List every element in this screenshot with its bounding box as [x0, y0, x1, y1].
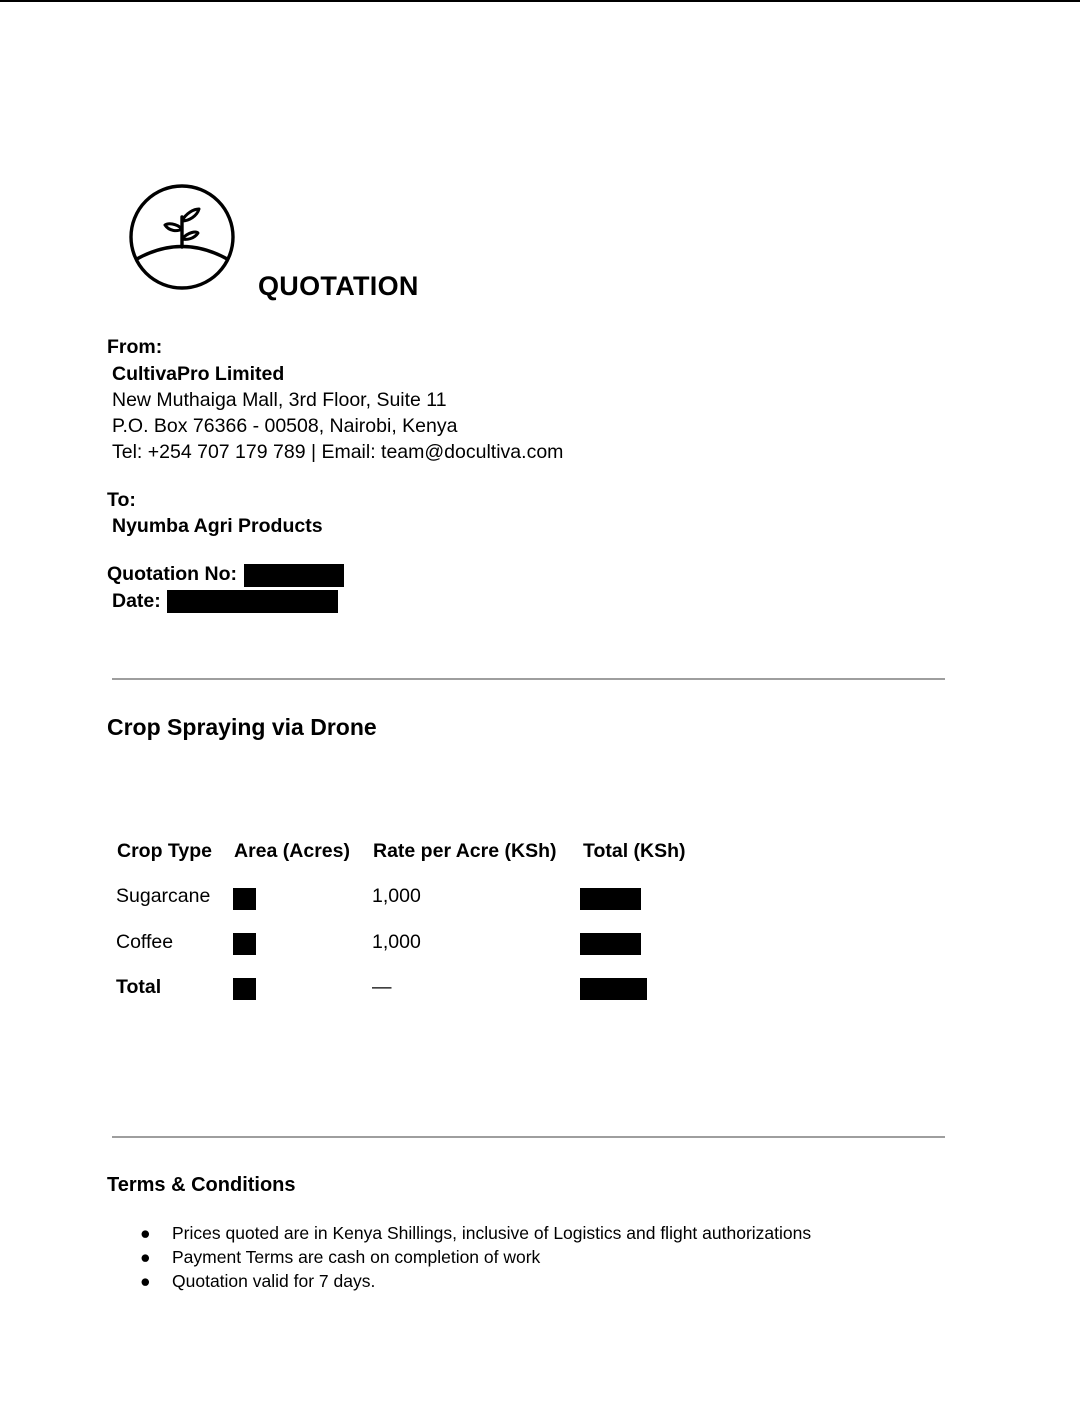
row-total-label: Total: [116, 976, 162, 998]
list-item: [140, 1221, 811, 1245]
section-title: Crop Spraying via Drone: [107, 714, 377, 740]
header-rate: Rate per Acre (KSh): [373, 840, 557, 862]
divider: [112, 1136, 945, 1138]
document-title: QUOTATION: [258, 271, 419, 301]
row-sugarcane-crop: Sugarcane: [116, 885, 211, 907]
header-crop-type: Crop Type: [117, 840, 212, 862]
top-border: [0, 0, 1080, 2]
terms-heading: Terms & Conditions: [107, 1174, 296, 1196]
divider: [112, 678, 945, 680]
quotation-no-redaction: [244, 564, 344, 587]
row-sugarcane-rate: 1,000: [372, 885, 421, 907]
header-area: Area (Acres): [234, 840, 350, 862]
from-contact: Tel: +254 707 179 789 | Email: team@docultiva.com: [112, 441, 564, 463]
term-text: Prices quoted are in Kenya Shillings, inclusive of Logistics and flight authorizations: [172, 1223, 812, 1243]
term-text: Payment Terms are cash on completion of work: [172, 1247, 541, 1267]
row-total-area-redaction: [233, 978, 256, 1000]
bullet-icon: ●: [140, 1247, 151, 1267]
to-company: Nyumba Agri Products: [112, 515, 323, 537]
from-label: From:: [107, 336, 163, 358]
from-address-line1: New Muthaiga Mall, 3rd Floor, Suite 11: [112, 389, 447, 411]
row-sugarcane-area-redaction: [233, 888, 256, 910]
row-coffee-crop: Coffee: [116, 931, 174, 953]
row-coffee-total-redaction: [580, 933, 641, 955]
from-company: CultivaPro Limited: [112, 363, 285, 385]
terms-list: [140, 1221, 811, 1293]
row-coffee-area-redaction: [233, 933, 256, 955]
row-total-rate: —: [372, 976, 392, 998]
to-label: To:: [107, 489, 136, 511]
header-total: Total (KSh): [583, 840, 686, 862]
date-label: Date:: [112, 590, 161, 612]
row-total-total-redaction: [580, 978, 647, 1000]
term-text: Quotation valid for 7 days.: [172, 1271, 376, 1291]
from-address-line2: P.O. Box 76366 - 00508, Nairobi, Kenya: [112, 415, 458, 437]
bullet-icon: ●: [140, 1223, 151, 1243]
bullet-icon: ●: [140, 1271, 151, 1291]
list-item: [140, 1245, 811, 1269]
row-sugarcane-total-redaction: [580, 888, 641, 910]
row-coffee-rate: 1,000: [372, 931, 421, 953]
list-item: [140, 1269, 811, 1293]
date-redaction: [167, 590, 338, 613]
sprout-logo-icon: [128, 183, 236, 291]
quotation-no-label: Quotation No:: [107, 563, 237, 585]
